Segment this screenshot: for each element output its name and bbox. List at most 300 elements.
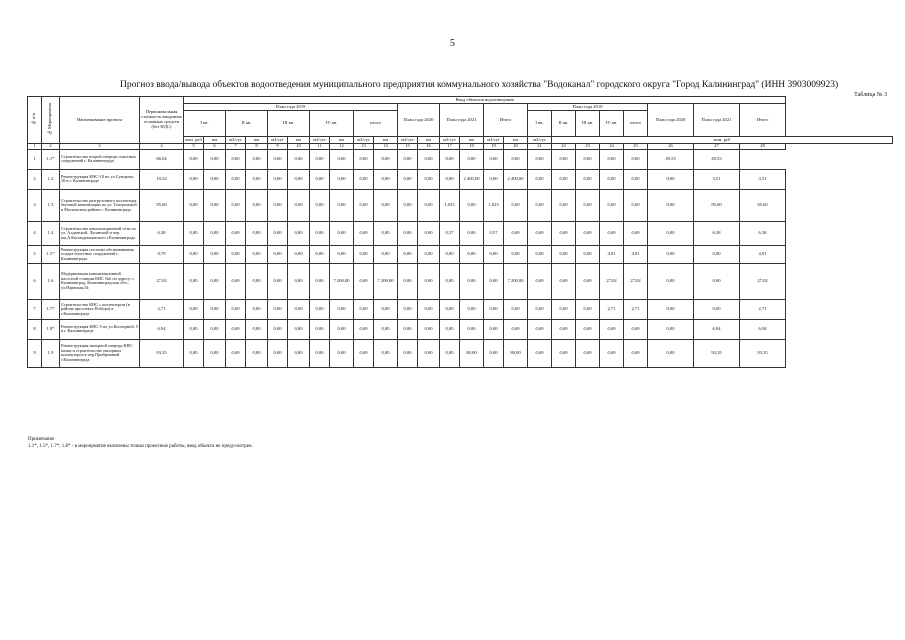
row-value: 0,00	[310, 221, 330, 245]
row-value: 0,00	[246, 169, 268, 189]
row-value: 0,00	[226, 299, 246, 319]
row-value: 0,00	[330, 299, 354, 319]
row-value: 0,00	[624, 221, 648, 245]
row-value: 0,00	[330, 149, 354, 169]
row-value: 3,51	[694, 169, 740, 189]
row-value: 0,00	[418, 245, 440, 263]
table-row	[28, 221, 893, 245]
row-value: 0,00	[484, 149, 504, 169]
header-unit: км	[330, 137, 354, 144]
header-n-event: № Мероприятия	[42, 97, 60, 144]
row-value: 0,00	[624, 169, 648, 189]
row-value: 0,00	[288, 189, 310, 221]
row-value: 0,00	[288, 339, 310, 367]
row-value: 0,00	[354, 263, 374, 299]
row-value: 0,00	[330, 339, 354, 367]
header-unit: м3/сут	[354, 137, 374, 144]
header-unit: м3/сут	[226, 137, 246, 144]
row-value: 0,00	[330, 189, 354, 221]
header-unit-mln: млн. руб	[552, 137, 893, 144]
row-value: 0,00	[648, 221, 694, 245]
header-plan2020-cost: План года 2020	[648, 104, 694, 137]
row-value: 0,00	[460, 245, 484, 263]
row-value: 0,00	[552, 319, 576, 339]
row-value: 0,00	[600, 169, 624, 189]
row-value: 0,00	[440, 149, 460, 169]
row-value: 0,00	[484, 245, 504, 263]
header-unit: км	[204, 137, 226, 144]
row-value: 80,00	[460, 339, 484, 367]
row-value: 0,00	[288, 263, 310, 299]
row-number: 4	[28, 221, 42, 245]
row-value: 0,00	[398, 169, 418, 189]
row-value: 27,02	[140, 263, 184, 299]
header-unit: м3/сут	[398, 137, 418, 144]
row-value: 93,35	[694, 339, 740, 367]
row-value: 0,00	[354, 189, 374, 221]
row-event-number: 1.4	[42, 221, 60, 245]
row-value: 3,51	[740, 169, 786, 189]
row-value: 93,35	[140, 339, 184, 367]
row-value: 0,00	[184, 169, 204, 189]
row-value: 0,00	[694, 263, 740, 299]
column-number: 11	[310, 144, 330, 150]
row-value: 0,00	[246, 149, 268, 169]
row-value: 0,00	[246, 245, 268, 263]
row-event-number: 1.7*	[42, 299, 60, 319]
row-value: 0,00	[528, 169, 552, 189]
row-value: 0,00	[268, 319, 288, 339]
column-number: 12	[330, 144, 354, 150]
table-row	[28, 149, 893, 169]
row-value: 0,00	[268, 339, 288, 367]
row-project-name: Реконструкция напорной очереди КНС валки и строительство напорных коллекторов в пер.Прибрежный г.Калининграда	[60, 339, 140, 367]
row-value: 0,00	[484, 319, 504, 339]
row-value: 0,00	[398, 189, 418, 221]
row-value: 4,91	[624, 245, 648, 263]
column-number: 9	[268, 144, 288, 150]
row-value: 0,00	[504, 221, 528, 245]
row-value: 0,00	[354, 339, 374, 367]
row-value: 85,60	[694, 189, 740, 221]
row-value: 0,00	[600, 149, 624, 169]
row-number: 1	[28, 149, 42, 169]
column-number: 24	[600, 144, 624, 150]
row-value: 0,00	[310, 245, 330, 263]
row-value: 0,00	[418, 299, 440, 319]
row-value: 0,00	[552, 245, 576, 263]
header-q2-cost: II кв.	[552, 111, 576, 137]
row-value: 0,00	[246, 263, 268, 299]
header-q2: II кв.	[226, 111, 268, 137]
row-number: 7	[28, 299, 42, 319]
header-itogo-2019-cost: итого	[624, 111, 648, 137]
row-value: 0,00	[484, 263, 504, 299]
row-value: 2 400,00	[504, 169, 528, 189]
row-value: 0,00	[528, 149, 552, 169]
row-value: 0,00	[460, 319, 484, 339]
row-value: 0,00	[268, 299, 288, 319]
row-value: 0,00	[648, 189, 694, 221]
row-value: 0,57	[484, 221, 504, 245]
row-value: 0,00	[418, 263, 440, 299]
column-number: 10	[288, 144, 310, 150]
header-unit: км	[374, 137, 398, 144]
table-row	[28, 339, 893, 367]
header-plan2019: План года 2019	[184, 104, 398, 111]
row-value: 27,02	[740, 263, 786, 299]
row-number: 6	[28, 263, 42, 299]
column-number: 21	[528, 144, 552, 150]
page-number: 5	[450, 38, 455, 49]
row-value: 0,00	[374, 339, 398, 367]
row-value: 2 400,00	[460, 169, 484, 189]
row-value: 0,00	[268, 189, 288, 221]
row-value: 0,00	[310, 319, 330, 339]
row-value: 0,00	[504, 319, 528, 339]
row-value: 0,00	[330, 169, 354, 189]
row-value: 0,00	[528, 221, 552, 245]
column-number: 16	[418, 144, 440, 150]
row-value: 0,00	[268, 169, 288, 189]
row-value: 7 200,00	[504, 263, 528, 299]
row-value: 0,00	[226, 149, 246, 169]
row-value: 0,00	[504, 299, 528, 319]
table-row	[28, 319, 893, 339]
row-value: 0,00	[226, 169, 246, 189]
row-value: 0,00	[648, 339, 694, 367]
row-number: 2	[28, 169, 42, 189]
row-project-name: Строительство разгрузочного коллектора бытовой канализации по ул. Театральной в Московском районе г. Калининграда	[60, 189, 140, 221]
row-event-number: 1.3	[42, 189, 60, 221]
row-value: 0,00	[600, 221, 624, 245]
column-number: 5	[184, 144, 204, 150]
row-value: 0,00	[310, 299, 330, 319]
row-event-number: 1.9	[42, 339, 60, 367]
column-number: 23	[576, 144, 600, 150]
row-value: 4,91	[600, 245, 624, 263]
row-value: 0,00	[204, 189, 226, 221]
row-project-name: Модернизация канализационной насосной станции КНС №6 по адресу: г. Калининград, Калининградская обл., ул.Нарвская,54	[60, 263, 140, 299]
row-value: 0,00	[184, 299, 204, 319]
row-value: 0,00	[576, 149, 600, 169]
table-row	[28, 189, 893, 221]
row-value: 0,00	[354, 299, 374, 319]
row-value: 0,00	[528, 189, 552, 221]
row-value: 2,71	[600, 299, 624, 319]
row-value: 0,00	[418, 189, 440, 221]
row-value: 0,00	[418, 221, 440, 245]
row-value: 0,00	[310, 339, 330, 367]
row-value: 0,00	[288, 319, 310, 339]
column-number: 6	[204, 144, 226, 150]
header-cost-unit: млн. руб	[185, 136, 202, 142]
row-value: 0,00	[226, 221, 246, 245]
row-value: 0,00	[374, 299, 398, 319]
row-value: 0,00	[184, 149, 204, 169]
row-value: 0,00	[552, 263, 576, 299]
column-number: 3	[60, 144, 140, 150]
header-q3-cost: III кв.	[576, 111, 600, 137]
row-value: 0,00	[398, 245, 418, 263]
header-unit: м3/сут	[268, 137, 288, 144]
row-value: 10,54	[140, 169, 184, 189]
row-value: 0,00	[576, 299, 600, 319]
row-number: 5	[28, 245, 42, 263]
row-value: 0,00	[576, 221, 600, 245]
row-value: 0,00	[226, 189, 246, 221]
row-value: 85,60	[740, 189, 786, 221]
header-name: Наименование проекта	[60, 97, 140, 144]
row-value: 0,00	[440, 245, 460, 263]
row-value: 0,00	[576, 263, 600, 299]
header-unit: км	[504, 137, 528, 144]
row-value: 0,00	[184, 339, 204, 367]
header-itogo-2019: итого	[354, 111, 398, 137]
row-value: 0,00	[374, 245, 398, 263]
row-value: 0,00	[226, 319, 246, 339]
row-value: 0,00	[484, 339, 504, 367]
row-event-number: 1.2	[42, 169, 60, 189]
header-plan2021: План года 2021	[440, 104, 484, 137]
row-event-number: 1.8*	[42, 319, 60, 339]
row-value: 6,94	[740, 319, 786, 339]
row-value: 0,00	[528, 339, 552, 367]
row-value: 9,79	[140, 245, 184, 263]
row-value: 0,00	[440, 299, 460, 319]
header-n-pp: № п/п	[28, 97, 42, 144]
header-unit: м3/сут	[440, 137, 460, 144]
note	[28, 437, 253, 450]
row-value: 0,00	[418, 319, 440, 339]
row-value: 0,00	[204, 319, 226, 339]
table-row	[28, 263, 893, 299]
header-cost: Первоначальная стоимость вводимых основных средств (без НДС)	[140, 97, 184, 144]
header-q1-cost: I кв.	[528, 111, 552, 137]
row-value: 0,00	[552, 149, 576, 169]
row-value: 0,00	[552, 169, 576, 189]
row-value: 0,00	[552, 299, 576, 319]
column-number: 25	[624, 144, 648, 150]
row-value: 0,00	[354, 245, 374, 263]
table-row	[28, 299, 893, 319]
row-value: 6,94	[694, 319, 740, 339]
row-value: 0,00	[460, 221, 484, 245]
row-value: 0,00	[528, 263, 552, 299]
row-value: 0,00	[504, 149, 528, 169]
row-value: 0,00	[576, 339, 600, 367]
row-value: 0,00	[310, 149, 330, 169]
column-number: 19	[484, 144, 504, 150]
row-value: 0,00	[226, 339, 246, 367]
row-value: 0,00	[246, 221, 268, 245]
document-title: Прогноз ввода/вывода объектов водоотведения муниципального предприятия коммунального хозяйства "Водоканал" городского округа "Город Калининград" (ИНН 3903009923)	[120, 80, 839, 90]
row-value: 0,00	[246, 299, 268, 319]
row-value: 0,00	[204, 221, 226, 245]
row-value: 0,00	[330, 319, 354, 339]
column-number: 22	[552, 144, 576, 150]
header-q4: IV кв.	[310, 111, 354, 137]
row-value: 0,00	[310, 189, 330, 221]
row-value: 27,02	[624, 263, 648, 299]
row-value: 0,00	[694, 245, 740, 263]
header-unit: км	[246, 137, 268, 144]
column-number: 1	[28, 144, 42, 150]
row-value: 0,00	[330, 245, 354, 263]
row-event-number: 1.5*	[42, 245, 60, 263]
column-number: 15	[398, 144, 418, 150]
row-value: 0,00	[440, 339, 460, 367]
header-q1: I кв.	[184, 111, 226, 137]
header-plan2021-cost: План года 2021	[694, 104, 740, 137]
row-value: 0,00	[204, 245, 226, 263]
row-value: 6,38	[740, 221, 786, 245]
column-number: 8	[246, 144, 268, 150]
column-number: 2	[42, 144, 60, 150]
row-value: 0,00	[552, 339, 576, 367]
row-value: 0,00	[226, 263, 246, 299]
row-value: 0,00	[460, 149, 484, 169]
row-value: 0,00	[484, 169, 504, 189]
row-value: 0,00	[504, 189, 528, 221]
row-value: 0,00	[374, 189, 398, 221]
header-unit: м3/сут	[528, 137, 552, 144]
row-project-name: Реконструкция КНС-5 по ул.Кооперной, 5 в г. Калининграде	[60, 319, 140, 339]
row-value: 2,71	[624, 299, 648, 319]
column-number: 18	[460, 144, 484, 150]
row-value: 0,00	[576, 169, 600, 189]
row-value: 49,53	[648, 149, 694, 169]
row-value: 0,00	[398, 149, 418, 169]
row-value: 0,00	[398, 319, 418, 339]
row-value: 49,53	[694, 149, 740, 169]
row-value: 0,00	[184, 319, 204, 339]
row-value: 2,71	[140, 299, 184, 319]
row-value: 0,00	[374, 149, 398, 169]
row-value: 0,00	[600, 189, 624, 221]
row-value: 0,00	[246, 319, 268, 339]
row-value: 0,00	[648, 169, 694, 189]
column-number: 7	[226, 144, 246, 150]
header-vvod: Ввод объектов водоотведения	[184, 97, 786, 104]
row-project-name: Реконструкция системы обезвоживания осадка очистных сооружений г. Калининграда	[60, 245, 140, 263]
row-value: 0,00	[184, 245, 204, 263]
row-value: 0,00	[528, 299, 552, 319]
row-value: 0,00	[184, 221, 204, 245]
row-value: 0,00	[374, 169, 398, 189]
header-plan2019-cost: План года 2019	[528, 104, 648, 111]
row-value: 0,00	[624, 189, 648, 221]
row-value: 0,00	[226, 245, 246, 263]
row-value: 0,00	[576, 245, 600, 263]
row-value: 0,00	[374, 221, 398, 245]
row-value: 0,00	[246, 189, 268, 221]
row-value: 0,00	[648, 263, 694, 299]
row-value: 1,023	[440, 189, 460, 221]
row-value: 0,00	[288, 245, 310, 263]
row-value: 0,00	[484, 299, 504, 319]
header-plan2020: План года 2020	[398, 104, 440, 137]
row-value: 0,00	[268, 149, 288, 169]
row-value: 0,00	[576, 319, 600, 339]
row-value: 0,00	[310, 263, 330, 299]
header-unit: м3/сут	[484, 137, 504, 144]
column-number: 13	[354, 144, 374, 150]
row-value: 0,00	[204, 263, 226, 299]
row-value: 0,00	[204, 149, 226, 169]
row-value: 0,00	[288, 299, 310, 319]
column-number: 28	[740, 144, 786, 150]
row-value: 0,00	[310, 169, 330, 189]
row-value: 0,00	[440, 263, 460, 299]
row-value: 0,00	[552, 189, 576, 221]
row-value: 2,71	[740, 299, 786, 319]
row-project-name: Строительство второй очереди очистных сооружений г. Калининграда	[60, 149, 140, 169]
row-value: 0,00	[576, 189, 600, 221]
row-value: 0,00	[418, 149, 440, 169]
row-value: 0,00	[648, 299, 694, 319]
row-value: 0,00	[460, 189, 484, 221]
row-value: 0,00	[600, 319, 624, 339]
header-itogo: Итого	[484, 104, 528, 137]
table-row	[28, 245, 893, 263]
header-itogo-cost: Итого	[740, 104, 786, 137]
row-value: 0,00	[288, 221, 310, 245]
row-value: 0,00	[354, 221, 374, 245]
row-value: 0,00	[246, 339, 268, 367]
row-value: 0,00	[648, 245, 694, 263]
header-unit: км	[418, 137, 440, 144]
header-unit: км	[460, 137, 484, 144]
row-event-number: 1.1*	[42, 149, 60, 169]
row-value: 0,00	[624, 339, 648, 367]
row-value: 6,38	[694, 221, 740, 245]
column-number: 17	[440, 144, 460, 150]
row-project-name: Реконструкция КНС-18 по ул.Суворова, 30 в г. Калининграде	[60, 169, 140, 189]
row-value: 0,00	[288, 169, 310, 189]
row-value: 0,00	[354, 319, 374, 339]
row-value: 6,94	[140, 319, 184, 339]
header-unit: км	[288, 137, 310, 144]
row-value: 85,60	[140, 189, 184, 221]
table-label: Таблица № 3	[854, 92, 887, 98]
column-number: 4	[140, 144, 184, 150]
row-value: 0,00	[398, 221, 418, 245]
row-value: 27,02	[600, 263, 624, 299]
header-q4-cost: IV кв.	[600, 111, 624, 137]
row-value: 0,00	[398, 339, 418, 367]
row-value: 0,00	[694, 299, 740, 319]
row-value: 0,00	[460, 263, 484, 299]
column-number: 26	[648, 144, 694, 150]
row-value: 1,023	[484, 189, 504, 221]
row-value: 0,00	[528, 245, 552, 263]
row-value: 0,00	[204, 169, 226, 189]
row-event-number: 1.6	[42, 263, 60, 299]
forecast-table	[27, 96, 893, 368]
row-value: 0,00	[440, 319, 460, 339]
row-value: 0,00	[204, 339, 226, 367]
row-value: 0,57	[440, 221, 460, 245]
row-value: 4,91	[740, 245, 786, 263]
row-value: 0,00	[418, 169, 440, 189]
row-number: 3	[28, 189, 42, 221]
row-value: 0,00	[528, 319, 552, 339]
row-value: 0,00	[600, 339, 624, 367]
row-value: 0,00	[398, 263, 418, 299]
row-value: 0,00	[418, 339, 440, 367]
row-value: 0,00	[204, 299, 226, 319]
